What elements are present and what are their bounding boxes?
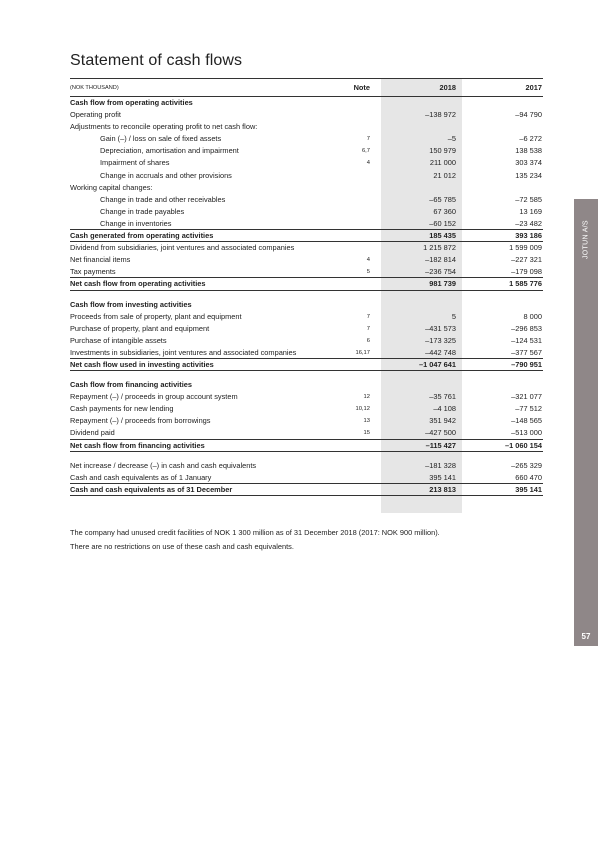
row-label: Repayment (–) / proceeds from borrowings bbox=[70, 416, 211, 426]
row-value-2017: –23 482 bbox=[515, 218, 542, 228]
row-value-2018: –431 573 bbox=[425, 323, 456, 333]
row-label: Purchase of property, plant and equipment bbox=[70, 323, 210, 333]
table-row bbox=[70, 109, 543, 121]
row-label: Purchase of intangible assets bbox=[70, 335, 167, 345]
table-row bbox=[70, 472, 543, 484]
row-value-2018: 67 360 bbox=[433, 206, 456, 216]
table-row bbox=[70, 403, 543, 415]
row-value-2017: –296 853 bbox=[511, 323, 542, 333]
row-value-2017: –513 000 bbox=[511, 428, 542, 438]
row-note: 7 bbox=[366, 313, 370, 320]
row-value-2017: –148 565 bbox=[511, 416, 542, 426]
section-heading-row bbox=[70, 379, 543, 391]
row-value-2017: 138 538 bbox=[515, 146, 542, 156]
row-value-2017: –321 077 bbox=[511, 392, 542, 402]
page-title: Statement of cash flows bbox=[70, 52, 243, 69]
row-label: Proceeds from sale of property, plant and equipment bbox=[70, 311, 242, 321]
row-note: 7 bbox=[366, 136, 370, 143]
table-row bbox=[70, 145, 543, 157]
row-value-2017: 13 169 bbox=[519, 206, 542, 216]
row-label: Change in inventories bbox=[100, 218, 172, 228]
row-label: Depreciation, amortisation and impairment bbox=[100, 146, 239, 156]
table-row bbox=[70, 194, 543, 206]
table-row bbox=[70, 157, 543, 169]
row-label: Change in trade payables bbox=[100, 206, 185, 216]
row-value-2017: 395 141 bbox=[515, 484, 542, 494]
row-value-2018: –5 bbox=[447, 134, 456, 144]
row-value-2017: –72 585 bbox=[515, 194, 542, 204]
spacer-row bbox=[70, 371, 543, 379]
row-value-2018: –182 814 bbox=[425, 255, 456, 265]
unit-label: (NOK THOUSAND) bbox=[70, 85, 119, 91]
row-value-2017: 1 585 776 bbox=[509, 279, 542, 289]
row-label: Working capital changes: bbox=[70, 182, 153, 192]
table-row bbox=[70, 440, 543, 452]
table-row bbox=[70, 182, 543, 194]
row-label: Cash and cash equivalents as of 1 January bbox=[70, 472, 212, 482]
spacer-row bbox=[70, 291, 543, 299]
row-label: Dividend from subsidiaries, joint ventures and associated companies bbox=[70, 243, 295, 253]
row-value-2018: –442 748 bbox=[425, 347, 456, 357]
row-note: 4 bbox=[366, 257, 370, 264]
row-value-2018: –4 108 bbox=[433, 404, 456, 414]
row-label: Net cash flow from financing activities bbox=[70, 440, 205, 450]
table-row bbox=[70, 254, 543, 266]
row-value-2018: –35 761 bbox=[429, 392, 456, 402]
row-value-2017: 135 234 bbox=[515, 170, 542, 180]
row-label: Cash and cash equivalents as of 31 December bbox=[70, 484, 233, 494]
row-label: Cash flow from financing activities bbox=[70, 380, 192, 390]
row-note: 16,17 bbox=[355, 349, 370, 356]
row-value-2018: –65 785 bbox=[429, 194, 456, 204]
row-value-2018: –173 325 bbox=[425, 335, 456, 345]
row-label: Dividend paid bbox=[70, 428, 115, 438]
row-label: Operating profit bbox=[70, 110, 121, 120]
table-row bbox=[70, 427, 543, 439]
cash-flow-table bbox=[70, 79, 543, 496]
spacer-row bbox=[70, 452, 543, 460]
row-value-2017: –124 531 bbox=[511, 335, 542, 345]
row-value-2018: 211 000 bbox=[429, 158, 456, 168]
row-note: 13 bbox=[363, 418, 370, 425]
row-value-2018: 1 215 872 bbox=[423, 243, 456, 253]
row-label: Net financial items bbox=[70, 255, 131, 265]
table-row bbox=[70, 206, 543, 218]
note-header: Note bbox=[353, 83, 370, 92]
table-row bbox=[70, 311, 543, 323]
row-label: Change in accruals and other provisions bbox=[100, 170, 232, 180]
row-note: 5 bbox=[366, 269, 370, 276]
table-row bbox=[70, 218, 543, 230]
row-label: Adjustments to reconcile operating profit to net cash flow: bbox=[70, 122, 258, 132]
row-value-2018: 351 942 bbox=[429, 416, 456, 426]
table-row bbox=[70, 170, 543, 182]
table-row bbox=[70, 460, 543, 472]
table-row bbox=[70, 133, 543, 145]
row-note: 12 bbox=[363, 394, 370, 401]
row-value-2017: –77 512 bbox=[515, 404, 542, 414]
row-label: Impairment of shares bbox=[100, 158, 170, 168]
row-value-2017: –179 098 bbox=[511, 267, 542, 277]
table-body bbox=[70, 97, 543, 496]
row-value-2018: –1 047 641 bbox=[419, 359, 456, 369]
year-2018-header: 2018 bbox=[439, 83, 456, 92]
table-row bbox=[70, 391, 543, 403]
row-value-2017: 8 000 bbox=[523, 311, 542, 321]
row-value-2017: –790 951 bbox=[511, 359, 542, 369]
row-value-2017: –1 060 154 bbox=[505, 440, 542, 450]
year-2017-header: 2017 bbox=[525, 83, 542, 92]
row-note: 15 bbox=[363, 430, 370, 437]
table-row bbox=[70, 121, 543, 133]
company-name-label: JOTUN A/S bbox=[582, 220, 590, 260]
row-value-2017: –265 329 bbox=[511, 460, 542, 470]
footnote-restrictions: There are no restrictions on use of these cash and cash equivalents. bbox=[70, 542, 294, 551]
table-row bbox=[70, 484, 543, 496]
table-row bbox=[70, 347, 543, 359]
row-value-2017: 1 599 009 bbox=[509, 243, 542, 253]
row-value-2018: –115 427 bbox=[425, 440, 456, 450]
row-label: Net cash flow from operating activities bbox=[70, 279, 206, 289]
section-heading-row bbox=[70, 299, 543, 311]
row-note: 7 bbox=[366, 325, 370, 332]
row-value-2018: –181 328 bbox=[425, 460, 456, 470]
row-value-2017: 393 186 bbox=[515, 231, 542, 241]
row-value-2017: –6 272 bbox=[519, 134, 542, 144]
section-heading-row bbox=[70, 97, 543, 109]
row-label: Investments in subsidiaries, joint ventures and associated companies bbox=[70, 347, 297, 357]
row-note: 6 bbox=[366, 337, 370, 344]
row-value-2018: 150 979 bbox=[429, 146, 456, 156]
row-note: 10,12 bbox=[355, 406, 370, 413]
table-row bbox=[70, 230, 543, 242]
row-label: Net cash flow used in investing activities bbox=[70, 359, 214, 369]
row-label: Cash payments for new lending bbox=[70, 404, 174, 414]
row-value-2018: 981 739 bbox=[429, 279, 456, 289]
table-row bbox=[70, 242, 543, 254]
table-row bbox=[70, 323, 543, 335]
table-row bbox=[70, 266, 543, 278]
row-label: Cash flow from investing activities bbox=[70, 299, 192, 309]
row-value-2017: –377 567 bbox=[511, 347, 542, 357]
table-row bbox=[70, 335, 543, 347]
row-value-2018: 185 435 bbox=[429, 231, 456, 241]
row-value-2018: –427 500 bbox=[425, 428, 456, 438]
row-value-2018: –60 152 bbox=[429, 218, 456, 228]
row-note: 6,7 bbox=[361, 148, 370, 155]
row-label: Repayment (–) / proceeds in group account system bbox=[70, 392, 238, 402]
row-value-2018: –138 972 bbox=[425, 110, 456, 120]
row-value-2017: –227 321 bbox=[511, 255, 542, 265]
row-note: 4 bbox=[366, 160, 370, 167]
footnote-credit-facilities: The company had unused credit facilities of NOK 1 300 million as of 31 December 2018 (2017: NOK 900 million). bbox=[70, 528, 440, 537]
row-value-2018: 21 012 bbox=[433, 170, 456, 180]
row-value-2018: 213 813 bbox=[429, 484, 456, 494]
row-value-2018: 395 141 bbox=[429, 472, 456, 482]
table-row bbox=[70, 278, 543, 290]
row-value-2017: 303 374 bbox=[515, 158, 542, 168]
row-label: Net increase / decrease (–) in cash and cash equivalents bbox=[70, 460, 257, 470]
row-label: Change in trade and other receivables bbox=[100, 194, 226, 204]
row-value-2017: –94 790 bbox=[515, 110, 542, 120]
row-value-2018: –236 754 bbox=[425, 267, 456, 277]
row-label: Cash flow from operating activities bbox=[70, 98, 193, 107]
row-value-2017: 660 470 bbox=[515, 472, 542, 482]
table-row bbox=[70, 415, 543, 427]
row-label: Gain (–) / loss on sale of fixed assets bbox=[100, 134, 222, 144]
table-header-row bbox=[70, 79, 543, 97]
row-label: Cash generated from operating activities bbox=[70, 231, 214, 241]
row-value-2018: 5 bbox=[451, 311, 456, 321]
page-number: 57 bbox=[581, 632, 591, 641]
row-label: Tax payments bbox=[70, 267, 116, 277]
table-row bbox=[70, 359, 543, 371]
